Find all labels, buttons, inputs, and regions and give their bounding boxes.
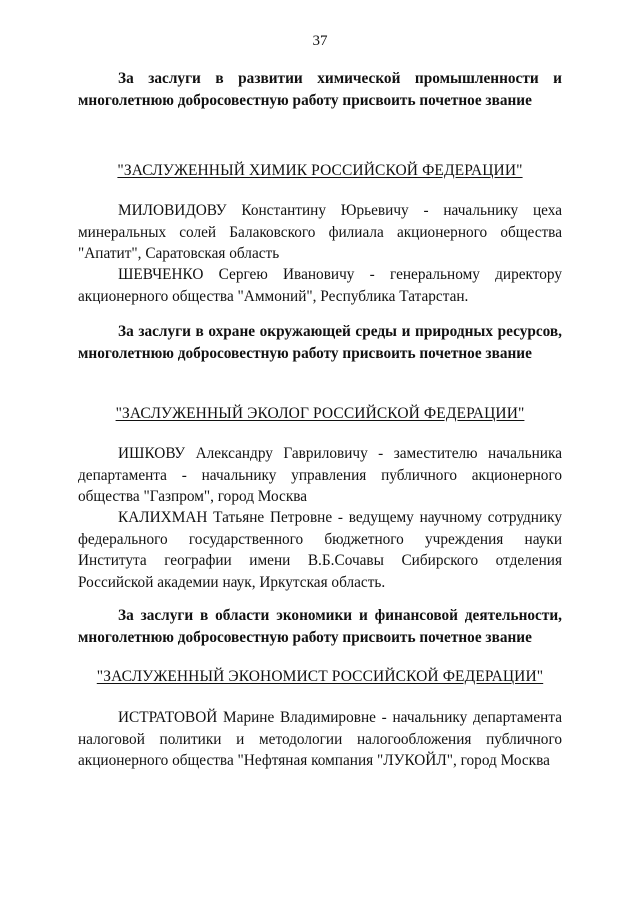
honorary-title-ecologist: "ЗАСЛУЖЕННЫЙ ЭКОЛОГ РОССИЙСКОЙ ФЕДЕРАЦИИ" (115, 405, 525, 422)
honorary-title-chemist: "ЗАСЛУЖЕННЫЙ ХИМИК РОССИЙСКОЙ ФЕДЕРАЦИИ" (117, 162, 523, 179)
section-heading-economist: За заслуги в области экономики и финансовой деятельности, многолетнюю добросовестную работу присвоить почетное звание (78, 607, 562, 646)
page-number: 37 (312, 33, 328, 49)
award-entry-milovidov: МИЛОВИДОВУ Константину Юрьевичу - начальнику цеха минеральных солей Балаковского филиала акционерного общества "Апатит", Саратовская область (78, 202, 562, 262)
section-heading-chemist: За заслуги в развитии химической промышленности и многолетнюю добросовестную работу присвоить почетное звание (78, 70, 562, 109)
award-entry-shevchenko: ШЕВЧЕНКО Сергею Ивановичу - генеральному директору акционерного общества "Аммоний", Республика Татарстан. (78, 266, 562, 305)
award-entry-istratova: ИСТРАТОВОЙ Марине Владимировне - начальнику департамента налоговой политики и методологии налогообложения публичного акционерного общества "Нефтяная компания "ЛУКОЙЛ", город Москва (78, 709, 562, 769)
honorary-title-economist: "ЗАСЛУЖЕННЫЙ ЭКОНОМИСТ РОССИЙСКОЙ ФЕДЕРАЦИИ" (96, 668, 544, 685)
award-entry-kalikhman: КАЛИХМАН Татьяне Петровне - ведущему научному сотруднику федерального государственного бюджетного учреждения науки Института географии имени В.Б.Сочавы Сибирского отделения Российской академии наук, Иркутская область. (78, 509, 562, 591)
section-heading-ecologist: За заслуги в охране окружающей среды и природных ресурсов, многолетнюю добросовестную работу присвоить почетное звание (78, 323, 562, 362)
award-entry-ishkov: ИШКОВУ Александру Гавриловичу - заместителю начальника департамента - начальнику управления публичного акционерного общества "Газпром", город Москва (78, 445, 562, 505)
